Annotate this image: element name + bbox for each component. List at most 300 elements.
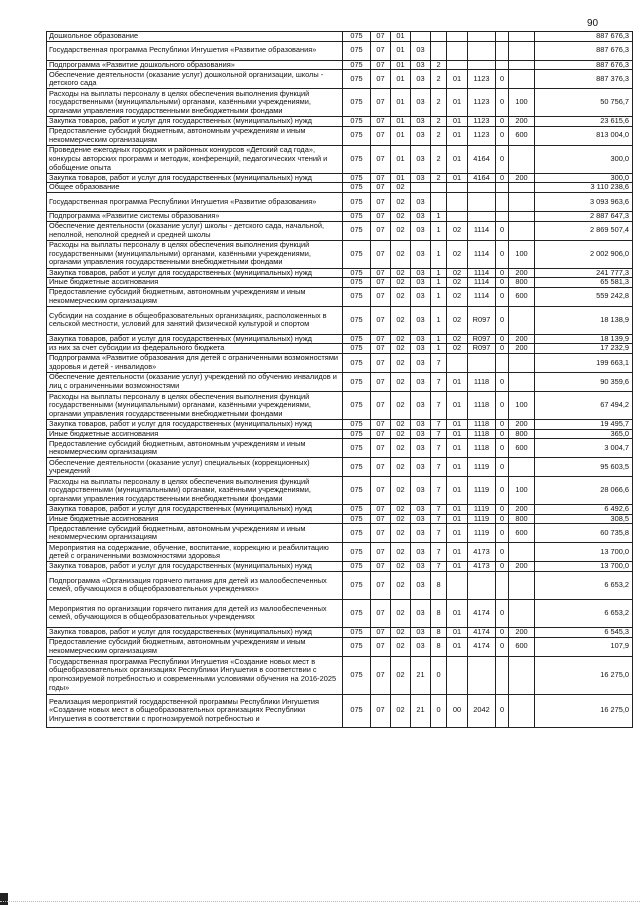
gr-code: 075 xyxy=(343,89,371,117)
gr-code: 075 xyxy=(343,334,371,344)
subprogram-code: 1 xyxy=(431,344,447,354)
program-code: 03 xyxy=(411,429,431,439)
subsection-code: 02 xyxy=(391,211,411,221)
direction-code: 4174 xyxy=(468,637,496,656)
row-sum: 241 777,3 xyxy=(535,268,633,278)
subprogram-code: 1 xyxy=(431,211,447,221)
program-code: 03 xyxy=(411,391,431,419)
sub-code: 0 xyxy=(496,117,509,127)
sub-code: 0 xyxy=(496,514,509,524)
row-sum: 19 495,7 xyxy=(535,419,633,429)
direction-code: 1114 xyxy=(468,287,496,306)
gr-code: 075 xyxy=(343,268,371,278)
subprogram-code: 7 xyxy=(431,524,447,543)
subprogram-code: 7 xyxy=(431,562,447,572)
subsection-code: 02 xyxy=(391,656,411,694)
program-code: 03 xyxy=(411,419,431,429)
activity-code: 01 xyxy=(447,562,468,572)
subprogram-code: 2 xyxy=(431,89,447,117)
direction-code: 4164 xyxy=(468,173,496,183)
row-sum: 18 139,9 xyxy=(535,334,633,344)
direction-code: 1114 xyxy=(468,240,496,268)
table-row xyxy=(47,41,633,60)
direction-code xyxy=(468,41,496,60)
sub-code: 0 xyxy=(496,372,509,391)
row-name: Государственная программа Республики Ингушетия «Развитие образования» xyxy=(47,192,343,211)
row-name: Закупка товаров, работ и услуг для государственных (муниципальных) нужд xyxy=(47,562,343,572)
subsection-code: 02 xyxy=(391,287,411,306)
row-name: Дошкольное образование xyxy=(47,32,343,42)
activity-code: 02 xyxy=(447,334,468,344)
subsection-code: 02 xyxy=(391,372,411,391)
row-sum: 887 676,3 xyxy=(535,60,633,70)
direction-code: 1119 xyxy=(468,505,496,515)
direction-code: 1118 xyxy=(468,439,496,458)
subsection-code: 02 xyxy=(391,599,411,627)
section-code: 07 xyxy=(371,60,391,70)
expense-type-code xyxy=(509,353,535,372)
row-name: Закупка товаров, работ и услуг для государственных (муниципальных) нужд xyxy=(47,268,343,278)
expense-type-code xyxy=(509,221,535,240)
program-code: 03 xyxy=(411,41,431,60)
expense-type-code: 800 xyxy=(509,429,535,439)
program-code: 03 xyxy=(411,192,431,211)
section-code: 07 xyxy=(371,306,391,334)
direction-code: R097 xyxy=(468,306,496,334)
activity-code xyxy=(447,41,468,60)
activity-code: 01 xyxy=(447,429,468,439)
expense-type-code xyxy=(509,694,535,727)
table-row xyxy=(47,627,633,637)
sub-code: 0 xyxy=(496,505,509,515)
sub-code: 0 xyxy=(496,240,509,268)
activity-code: 01 xyxy=(447,477,468,505)
gr-code: 075 xyxy=(343,524,371,543)
gr-code: 075 xyxy=(343,505,371,515)
gr-code: 075 xyxy=(343,543,371,562)
sub-code: 0 xyxy=(496,334,509,344)
expense-type-code xyxy=(509,70,535,89)
subprogram-code: 2 xyxy=(431,173,447,183)
row-sum: 6 545,3 xyxy=(535,627,633,637)
subsection-code: 01 xyxy=(391,145,411,173)
direction-code xyxy=(468,183,496,193)
gr-code: 075 xyxy=(343,514,371,524)
gr-code: 075 xyxy=(343,353,371,372)
expense-type-code: 100 xyxy=(509,391,535,419)
sub-code: 0 xyxy=(496,458,509,477)
activity-code: 01 xyxy=(447,514,468,524)
row-name: Закупка товаров, работ и услуг для государственных (муниципальных) нужд xyxy=(47,627,343,637)
activity-code: 02 xyxy=(447,221,468,240)
section-code: 07 xyxy=(371,173,391,183)
table-row xyxy=(47,32,633,42)
direction-code: 1118 xyxy=(468,391,496,419)
section-code: 07 xyxy=(371,562,391,572)
row-name: Расходы на выплаты персоналу в целях обеспечения выполнения функций государственными (муниципальными) органами, казёнными учреждениями, органами управления государственными внебюджетными фондами xyxy=(47,89,343,117)
program-code: 03 xyxy=(411,60,431,70)
row-name: Расходы на выплаты персоналу в целях обеспечения выполнения функций государственными (муниципальными) органами, казёнными учреждениями, органами управления государственными внебюджетными фондами xyxy=(47,391,343,419)
subprogram-code: 7 xyxy=(431,514,447,524)
row-sum: 887 676,3 xyxy=(535,41,633,60)
row-name: Закупка товаров, работ и услуг для государственных (муниципальных) нужд xyxy=(47,117,343,127)
gr-code: 075 xyxy=(343,60,371,70)
row-sum: 365,0 xyxy=(535,429,633,439)
program-code: 03 xyxy=(411,514,431,524)
row-sum: 2 002 906,0 xyxy=(535,240,633,268)
gr-code: 075 xyxy=(343,694,371,727)
subsection-code: 02 xyxy=(391,562,411,572)
activity-code: 02 xyxy=(447,240,468,268)
table-row xyxy=(47,458,633,477)
activity-code xyxy=(447,656,468,694)
row-name: Обеспечение деятельности (оказание услуг) учреждений по обучению инвалидов и лиц с ограниченными возможностями xyxy=(47,372,343,391)
row-name: из них за счет субсидии из федерального бюджета xyxy=(47,344,343,354)
subsection-code: 02 xyxy=(391,571,411,599)
row-sum: 6 653,2 xyxy=(535,571,633,599)
expense-type-code: 600 xyxy=(509,439,535,458)
row-name: Предоставление субсидий бюджетным, автономным учреждениям и иным некоммерческим организациям xyxy=(47,637,343,656)
section-code: 07 xyxy=(371,477,391,505)
table-row xyxy=(47,60,633,70)
subprogram-code xyxy=(431,192,447,211)
sub-code xyxy=(496,656,509,694)
row-sum: 65 581,3 xyxy=(535,278,633,288)
sub-code xyxy=(496,183,509,193)
expense-type-code: 600 xyxy=(509,287,535,306)
row-name: Закупка товаров, работ и услуг для государственных (муниципальных) нужд xyxy=(47,505,343,515)
subsection-code: 02 xyxy=(391,192,411,211)
activity-code: 01 xyxy=(447,458,468,477)
subsection-code: 01 xyxy=(391,117,411,127)
sub-code: 0 xyxy=(496,429,509,439)
expense-type-code xyxy=(509,145,535,173)
table-row xyxy=(47,391,633,419)
row-name: Обеспечение деятельности (оказание услуг) дошкольной организации, школы - детского сада xyxy=(47,70,343,89)
section-code: 07 xyxy=(371,32,391,42)
table-row xyxy=(47,429,633,439)
direction-code: 4173 xyxy=(468,562,496,572)
program-code: 03 xyxy=(411,477,431,505)
row-sum: 28 066,6 xyxy=(535,477,633,505)
row-sum: 90 359,6 xyxy=(535,372,633,391)
row-name: Государственная программа Республики Ингушетия «Создание новых мест в общеобразовательных организациях Республики Ингушетия в соответствии с прогнозируемой потребностью и современными условиями обучения на 2016-2025 годы» xyxy=(47,656,343,694)
program-code: 03 xyxy=(411,145,431,173)
sub-code: 0 xyxy=(496,477,509,505)
subprogram-code: 2 xyxy=(431,117,447,127)
subsection-code: 02 xyxy=(391,694,411,727)
program-code: 03 xyxy=(411,306,431,334)
table-row xyxy=(47,240,633,268)
section-code: 07 xyxy=(371,439,391,458)
section-code: 07 xyxy=(371,287,391,306)
budget-table xyxy=(46,31,633,728)
subsection-code: 02 xyxy=(391,419,411,429)
sub-code: 0 xyxy=(496,524,509,543)
expense-type-code: 800 xyxy=(509,278,535,288)
expense-type-code xyxy=(509,32,535,42)
table-row xyxy=(47,221,633,240)
direction-code: 1118 xyxy=(468,419,496,429)
row-name: Обеспечение деятельности (оказание услуг) школы - детского сада, начальной, неполной, неполной средней и средней школы xyxy=(47,221,343,240)
gr-code: 075 xyxy=(343,372,371,391)
direction-code: R097 xyxy=(468,334,496,344)
subsection-code: 01 xyxy=(391,89,411,117)
activity-code: 01 xyxy=(447,439,468,458)
gr-code: 075 xyxy=(343,599,371,627)
expense-type-code xyxy=(509,60,535,70)
expense-type-code: 100 xyxy=(509,240,535,268)
gr-code: 075 xyxy=(343,656,371,694)
subprogram-code: 8 xyxy=(431,599,447,627)
expense-type-code xyxy=(509,543,535,562)
table-row xyxy=(47,599,633,627)
direction-code xyxy=(468,32,496,42)
subprogram-code: 7 xyxy=(431,372,447,391)
row-sum: 95 603,5 xyxy=(535,458,633,477)
direction-code: 4164 xyxy=(468,145,496,173)
subsection-code: 02 xyxy=(391,240,411,268)
activity-code: 02 xyxy=(447,268,468,278)
table-row xyxy=(47,562,633,572)
section-code: 07 xyxy=(371,419,391,429)
direction-code: 1114 xyxy=(468,268,496,278)
page-number: 90 xyxy=(587,18,599,29)
table-row xyxy=(47,173,633,183)
row-sum: 107,9 xyxy=(535,637,633,656)
section-code: 07 xyxy=(371,656,391,694)
subsection-code: 01 xyxy=(391,173,411,183)
subprogram-code xyxy=(431,32,447,42)
sub-code: 0 xyxy=(496,221,509,240)
direction-code: 2042 xyxy=(468,694,496,727)
gr-code: 075 xyxy=(343,627,371,637)
row-name: Закупка товаров, работ и услуг для государственных (муниципальных) нужд xyxy=(47,334,343,344)
direction-code xyxy=(468,353,496,372)
gr-code: 075 xyxy=(343,173,371,183)
expense-type-code: 200 xyxy=(509,334,535,344)
direction-code: 4174 xyxy=(468,599,496,627)
section-code: 07 xyxy=(371,334,391,344)
subprogram-code: 8 xyxy=(431,637,447,656)
activity-code: 02 xyxy=(447,306,468,334)
section-code: 07 xyxy=(371,694,391,727)
program-code: 03 xyxy=(411,240,431,268)
row-name: Иные бюджетные ассигнования xyxy=(47,429,343,439)
gr-code: 075 xyxy=(343,221,371,240)
expense-type-code xyxy=(509,372,535,391)
section-code: 07 xyxy=(371,429,391,439)
gr-code: 075 xyxy=(343,571,371,599)
gr-code: 075 xyxy=(343,391,371,419)
row-name: Реализация мероприятий государственной программы Республики Ингушетия «Создание новых мест в общеобразовательных организациях Республики Ингушетия в соответствии с прогнозируемой потребностью и xyxy=(47,694,343,727)
table-row xyxy=(47,70,633,89)
row-name: Общее образование xyxy=(47,183,343,193)
sub-code xyxy=(496,353,509,372)
section-code: 07 xyxy=(371,117,391,127)
subprogram-code: 1 xyxy=(431,221,447,240)
activity-code: 01 xyxy=(447,173,468,183)
subprogram-code: 7 xyxy=(431,429,447,439)
subsection-code: 02 xyxy=(391,439,411,458)
table-row xyxy=(47,543,633,562)
row-sum: 50 756,7 xyxy=(535,89,633,117)
subprogram-code: 8 xyxy=(431,571,447,599)
subprogram-code: 1 xyxy=(431,278,447,288)
row-sum: 13 700,0 xyxy=(535,562,633,572)
activity-code: 01 xyxy=(447,543,468,562)
sub-code: 0 xyxy=(496,439,509,458)
direction-code: 1119 xyxy=(468,477,496,505)
direction-code: 1119 xyxy=(468,524,496,543)
program-code: 03 xyxy=(411,334,431,344)
gr-code: 075 xyxy=(343,429,371,439)
subprogram-code xyxy=(431,183,447,193)
sub-code: 0 xyxy=(496,391,509,419)
expense-type-code xyxy=(509,599,535,627)
activity-code: 01 xyxy=(447,391,468,419)
subprogram-code: 0 xyxy=(431,694,447,727)
section-code: 07 xyxy=(371,183,391,193)
table-row xyxy=(47,117,633,127)
activity-code: 02 xyxy=(447,344,468,354)
subsection-code: 02 xyxy=(391,477,411,505)
activity-code: 01 xyxy=(447,117,468,127)
row-sum: 2 869 507,4 xyxy=(535,221,633,240)
subsection-code: 01 xyxy=(391,60,411,70)
gr-code: 075 xyxy=(343,240,371,268)
subprogram-code: 8 xyxy=(431,627,447,637)
table-row xyxy=(47,419,633,429)
section-code: 07 xyxy=(371,391,391,419)
expense-type-code xyxy=(509,656,535,694)
table-body xyxy=(47,32,633,728)
activity-code xyxy=(447,32,468,42)
row-sum: 67 494,2 xyxy=(535,391,633,419)
row-name: Подпрограмма «Развитие дошкольного образования» xyxy=(47,60,343,70)
sub-code: 0 xyxy=(496,419,509,429)
direction-code: 1114 xyxy=(468,278,496,288)
program-code: 03 xyxy=(411,278,431,288)
activity-code xyxy=(447,571,468,599)
gr-code: 075 xyxy=(343,419,371,429)
subsection-code: 02 xyxy=(391,353,411,372)
gr-code: 075 xyxy=(343,117,371,127)
table-row xyxy=(47,439,633,458)
section-code: 07 xyxy=(371,505,391,515)
program-code: 03 xyxy=(411,372,431,391)
section-code: 07 xyxy=(371,514,391,524)
sub-code: 0 xyxy=(496,268,509,278)
activity-code: 02 xyxy=(447,278,468,288)
subprogram-code: 2 xyxy=(431,145,447,173)
row-name: Государственная программа Республики Ингушетия «Развитие образования» xyxy=(47,41,343,60)
row-name: Подпрограмма «Развитие системы образования» xyxy=(47,211,343,221)
section-code: 07 xyxy=(371,278,391,288)
section-code: 07 xyxy=(371,192,391,211)
row-sum: 18 138,9 xyxy=(535,306,633,334)
direction-code xyxy=(468,60,496,70)
gr-code: 075 xyxy=(343,41,371,60)
subprogram-code: 1 xyxy=(431,287,447,306)
activity-code: 01 xyxy=(447,372,468,391)
table-row xyxy=(47,477,633,505)
expense-type-code xyxy=(509,458,535,477)
sub-code: 0 xyxy=(496,637,509,656)
row-name: Предоставление субсидий бюджетным, автономным учреждениям и иным некоммерческим организациям xyxy=(47,126,343,145)
program-code: 03 xyxy=(411,221,431,240)
section-code: 07 xyxy=(371,126,391,145)
subprogram-code: 2 xyxy=(431,126,447,145)
subsection-code: 02 xyxy=(391,306,411,334)
program-code: 03 xyxy=(411,627,431,637)
program-code: 21 xyxy=(411,694,431,727)
expense-type-code xyxy=(509,571,535,599)
expense-type-code: 200 xyxy=(509,268,535,278)
section-code: 07 xyxy=(371,211,391,221)
direction-code: 1123 xyxy=(468,117,496,127)
section-code: 07 xyxy=(371,89,391,117)
row-name: Подпрограмма «Организация горячего питания для детей из малообеспеченных семей, обучающихся в общеобразовательных учреждениях» xyxy=(47,571,343,599)
subsection-code: 02 xyxy=(391,429,411,439)
scan-dots xyxy=(0,901,640,905)
program-code xyxy=(411,183,431,193)
gr-code: 075 xyxy=(343,637,371,656)
table-row xyxy=(47,192,633,211)
program-code: 03 xyxy=(411,637,431,656)
section-code: 07 xyxy=(371,41,391,60)
table-row xyxy=(47,505,633,515)
subsection-code: 01 xyxy=(391,32,411,42)
sub-code: 0 xyxy=(496,145,509,173)
program-code: 03 xyxy=(411,353,431,372)
table-row xyxy=(47,571,633,599)
table-row xyxy=(47,145,633,173)
direction-code: 1114 xyxy=(468,221,496,240)
subsection-code: 02 xyxy=(391,514,411,524)
direction-code: 1118 xyxy=(468,372,496,391)
gr-code: 075 xyxy=(343,439,371,458)
direction-code: 1123 xyxy=(468,89,496,117)
subprogram-code: 7 xyxy=(431,477,447,505)
activity-code: 01 xyxy=(447,524,468,543)
table-row xyxy=(47,211,633,221)
row-sum: 559 242,8 xyxy=(535,287,633,306)
row-sum: 16 275,0 xyxy=(535,656,633,694)
activity-code: 01 xyxy=(447,70,468,89)
row-name: Мероприятия на содержание, обучение, воспитание, коррекцию и реабилитацию детей с ограниченными возможностями здоровья xyxy=(47,543,343,562)
section-code: 07 xyxy=(371,344,391,354)
sub-code: 0 xyxy=(496,694,509,727)
gr-code: 075 xyxy=(343,278,371,288)
section-code: 07 xyxy=(371,372,391,391)
row-sum: 6 492,6 xyxy=(535,505,633,515)
subsection-code: 02 xyxy=(391,458,411,477)
section-code: 07 xyxy=(371,543,391,562)
gr-code: 075 xyxy=(343,126,371,145)
section-code: 07 xyxy=(371,145,391,173)
subsection-code: 01 xyxy=(391,70,411,89)
direction-code: 4174 xyxy=(468,627,496,637)
expense-type-code: 200 xyxy=(509,117,535,127)
subsection-code: 02 xyxy=(391,637,411,656)
gr-code: 075 xyxy=(343,477,371,505)
gr-code: 075 xyxy=(343,458,371,477)
activity-code: 01 xyxy=(447,126,468,145)
table-row xyxy=(47,372,633,391)
program-code: 03 xyxy=(411,344,431,354)
table-row xyxy=(47,344,633,354)
